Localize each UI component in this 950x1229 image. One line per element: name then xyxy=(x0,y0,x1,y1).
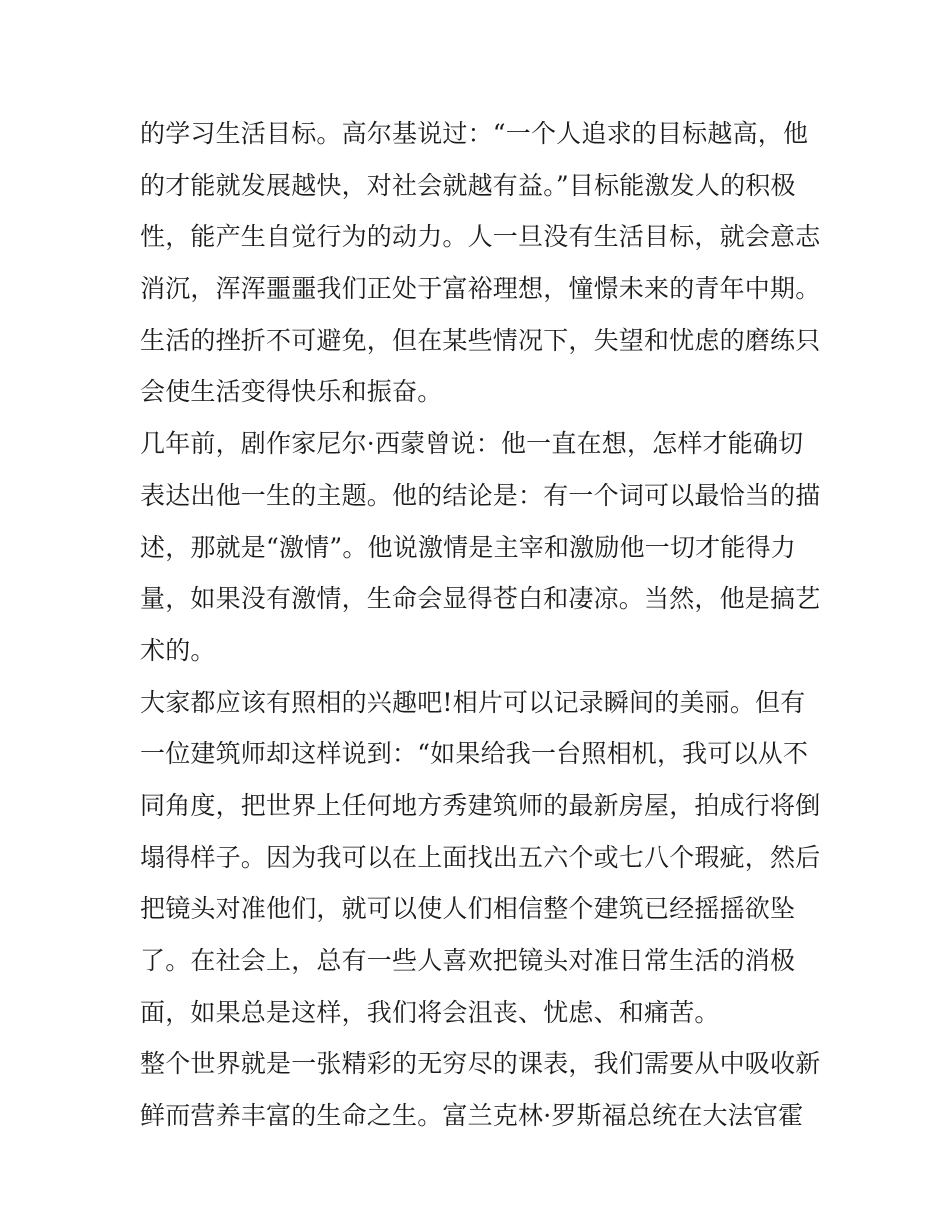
text-line: 几年前，剧作家尼尔·西蒙曾说：他一直在想，怎样才能确切 xyxy=(140,429,804,459)
text-line: 把镜头对准他们，就可以使人们相信整个建筑已经摇摇欲坠 xyxy=(140,894,796,924)
text-line: 鲜而营养丰富的生命之生。富兰克林·罗斯福总统在大法官霍 xyxy=(140,1101,804,1131)
text-line: 一位建筑师却这样说到：“如果给我一台照相机，我可以从不 xyxy=(140,739,809,769)
text-line: 量，如果没有激情，生命会显得苍白和凄凉。当然，他是搞艺 xyxy=(140,584,821,614)
text-line: 了。在社会上，总有一些人喜欢把镜头对准日常生活的消极 xyxy=(140,946,796,975)
text-line: 的才能就发展越快，对社会就越有益。”目标能激发人的积极 xyxy=(140,170,796,200)
text-line: 同角度，把世界上任何地方秀建筑师的最新房屋，拍成行将倒 xyxy=(140,790,821,820)
text-line: 会使生活变得快乐和振奋。 xyxy=(140,377,443,407)
text-line: 术的。 xyxy=(140,635,216,665)
text-line: 消沉，浑浑噩噩我们正处于富裕理想，憧憬未来的青年中期。 xyxy=(140,274,821,304)
text-line: 述，那就是“激情”。他说激情是主宰和激励他一切才能得力 xyxy=(140,532,796,562)
text-line: 整个世界就是一张精彩的无穷尽的课表，我们需要从中吸收新 xyxy=(140,1049,821,1079)
text-line: 塌得样子。因为我可以在上面找出五六个或七八个瑕疵，然后 xyxy=(140,842,821,872)
text-line: 大家都应该有照相的兴趣吧!相片可以记录瞬间的美丽。但有 xyxy=(140,687,806,717)
body-text xyxy=(140,108,820,1142)
text-line: 性，能产生自觉行为的动力。人一旦没有生活目标，就会意志 xyxy=(140,222,821,252)
text-line: 的学习生活目标。高尔基说过：“一个人追求的目标越高，他 xyxy=(140,119,809,148)
text-line: 表达出他一生的主题。他的结论是：有一个词可以最恰当的描 xyxy=(140,480,821,510)
text-line: 面，如果总是这样，我们将会沮丧、忧虑、和痛苦。 xyxy=(140,997,720,1027)
text-line: 生活的挫折不可避免，但在某些情况下，失望和忧虑的磨练只 xyxy=(140,325,821,355)
